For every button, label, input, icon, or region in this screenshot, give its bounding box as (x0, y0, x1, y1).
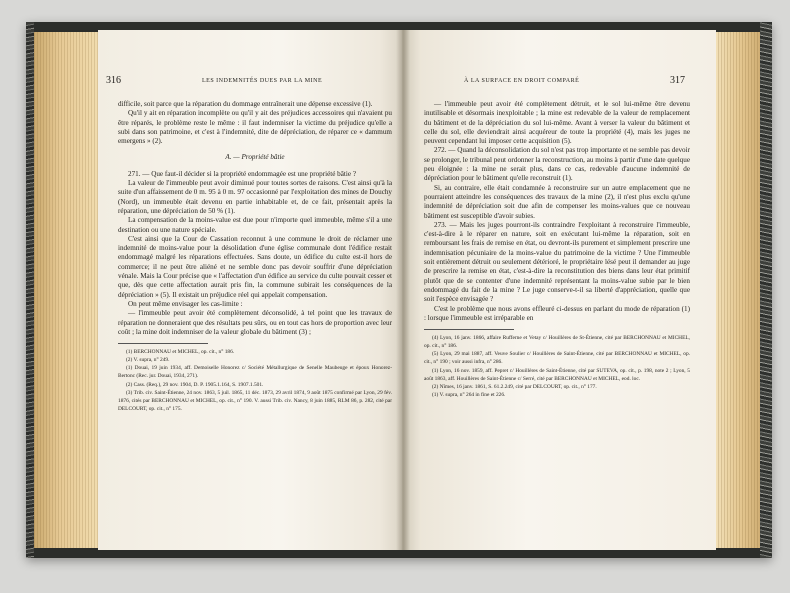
paragraph: La valeur de l'immeuble peut avoir diminué pour toutes sortes de raisons. C'est ainsi qu'à la suite d'un affaissement de 0 m. 95 à 0 m. 97 occasionné par l'exploitation des mines de Douchy (Nord), un immeuble était devenu en partie inhabitable et, de ce fait, présentait après la réparation, une dépréciation de 50 % (1). (118, 179, 392, 215)
paragraph: difficile, soit parce que la réparation du dommage entraînerait une dépense excessive (1). (118, 100, 373, 108)
body-text (118, 100, 392, 413)
footnote: (1) BERCHONNAU et MICHEL, op. cit., n° 186. (126, 349, 235, 356)
marbled-cover-edge-left (26, 22, 34, 558)
footnote: (4) Lyon, 16 janv. 1866, affaire Rufferne et Vetay c/ Houillères de St-Étienne, cité par BERCHONNAU et MICHEL, op. cit., n° 186. (424, 335, 690, 350)
paragraph: 272. — Quand la déconsolidation du sol n'est pas trop importante et ne semble pas devoir se prolonger, le tribunal peut ordonner la reconstruction, au moins à partir d'une date quelque peu éloignée : la mine ne serait plus, dans ce cas, redevable d'aucune indemnité de dépréciation pour le bâtiment qu'elle reconstruit (1). (424, 146, 690, 183)
footnotes (118, 348, 392, 413)
paragraph: 271. — Que faut-il décider si la propriété endommagée est une propriété bâtie ? (128, 169, 357, 178)
left-page (98, 30, 404, 550)
page-number: 317 (670, 75, 685, 86)
footnote: (1) Lyon, 16 nov. 1859, aff. Pepret c/ Houillères de Saint-Étienne, cité par SUTEVA, op. cit., p. 198, note 2 ; Lyon, 5 août 1863, aff. Houillères de Saint-Étienne c/ Serré, cité par BERCHONNAU et MICHEL, eod. loc. (424, 367, 690, 382)
book-gutter (396, 30, 410, 550)
footnote: (1) Douai, 19 juin 1934, aff. Demoiselle Honorez c/ Société Métallurgique de Senelle Maubeuge et époux Honorez-Bertonc (Rec. jur. Douai, 1934, 271). (118, 365, 392, 380)
footnote: (2) Cass. (Req.), 29 nov. 1904, D. P. 1905.1.164, S. 1907.1.501. (126, 381, 264, 388)
footnote: (3) Trib. civ. Saint-Étienne, 24 nov. 1863, 5 juil. 1865, 11 déc. 1873, 29 avril 1874, 9 août 1875 confirmé par Lyon, 29 fév. 1876, cités par BERCHONNAU et MICHEL, op. cit., n° 190. V. aussi Trib. civ. Nancy, 8 juin 1885, RLM 86, p. 282, cité par DELCOURT, op. cit., n° 175. (118, 389, 392, 412)
paragraph: La compensation de la moins-value est due pour n'importe quel immeuble, même s'il a une destination ou une nature spéciale. (118, 216, 392, 234)
section-heading: A. — Propriété bâtie (225, 153, 285, 162)
paragraph: Qu'il y ait en réparation incomplète ou qu'il y ait des préjudices accessoires qui n'avaient pu être réparés, le problème reste le même : il faut indemniser la victime du préjudice qu'elle a subi dans son patrimoine, et c'est à l'indemnité, dite de dépréciation, de réparer ce « dammum emergens » (2). (118, 109, 392, 146)
body-text (424, 100, 690, 399)
right-page (402, 30, 716, 550)
paragraph: — l'immeuble peut avoir été complètement déconsolidé, à tel point que les travaux de réparation ne donneraient que des résultats peu sûrs, ou en tout cas hors de proportion avec leur coût ; la mine doit indemniser de la valeur globale du bâtiment (3) ; (118, 309, 392, 336)
footnote: (2) V. supra, n° 249. (126, 357, 170, 364)
marbled-cover-edge-right (760, 22, 772, 558)
running-head: À LA SURFACE EN DROIT COMPARÉ (464, 78, 580, 84)
page-number: 316 (106, 75, 121, 86)
paragraph: Si, au contraire, elle était condamnée à reconstruire sur un autre emplacement que ne pourraient atteindre les conséquences des travaux de la mine (2), il n'est plus exclu qu'une indemnité de dépréciation soit due afin de compenser les moins-values que ce nouveau bâtiment est susceptible d'avoir subies. (424, 183, 690, 220)
running-head: LES INDEMNITÉS DUES PAR LA MINE (202, 78, 323, 84)
footnotes (424, 334, 690, 399)
footnote-rule (118, 343, 208, 344)
paragraph: 273. — Mais les juges pourront-ils contraindre l'exploitant à reconstruire l'immeuble, c'est-à-dire à le réparer en nature, soit en exécutant lui-même la réparation, soit en remboursant les frais de remise en état, ou devront-ils purement et simplement prescrire une indemnisation pécuniaire de la moins-value du patrimoine de la victime ? Une l'immeuble soit entièrement détruit ou seulement détérioré, le propriétaire lésé peut il demander au juge de prescrire la remise en état, c'est-à-dire la reconstitution des biens dans leur état primitif plutôt que de se contenter d'une indemnité représentant la moins-value subie par le bien endommagé du fait de la mine ? Le juge conserve-t-il sa liberté d'appréciation, quelle que soit l'espèce envisagée ? (424, 220, 690, 304)
page-edges-left (34, 32, 98, 548)
paragraph: — l'immeuble peut avoir été complètement détruit, et le sol lui-même être devenu inutilisable et désormais inexploitable ; la mine est redevable de la valeur de remplacement du bâtiment et de la dépréciation du sol lui-même. Avant à verser la valeur du bâtiment et celle du sol, elle deviendrait ainsi acquéreur de toute la propriété (4), mais les juges ne peuvent cependant lui imposer cette acquisition (5). (424, 100, 690, 146)
footnote: (2) Nîmes, 16 janv. 1861, S. 61.2.249, cité par DELCOURT, op. cit., n° 177. (432, 383, 597, 390)
paragraph: C'est le problème que nous avons effleuré ci-dessus en parlant du mode de réparation (1) : lorsque l'immeuble est irréparable en (424, 304, 690, 322)
footnote: (5) Lyon, 29 mai 1887, aff. Veuve Soulier c/ Houillères de Saint-Étienne, cité par BERCHONNAU et MICHEL, op. cit., n° 190 ; voir aussi infra, n° 286. (424, 351, 690, 366)
paragraph: On peut même envisager les cas-limite : (128, 299, 243, 308)
footnote-rule (424, 329, 514, 330)
paragraph: C'est ainsi que la Cour de Cassation reconnut à une commune le droit de réclamer une indemnité de moins-value pour la désolidation d'une église communale dont l'édifice restait endommagé malgré les réparations effectuées. Sans doute, un édifice du culte est-il hors de commerce; il ne peut être aliéné et ne semble donc pas devoir souffrir d'une dépréciation vénale. Mais la Cour précise que « l'affectation d'un édifice au service du culte pouvait cesser et que, dès que cette affectation aurait pris fin, la commune subirait les conséquences de la dépréciation » (5). Il existait un préjudice réel qui appelait compensation. (118, 234, 392, 299)
page-edges-right (715, 32, 760, 548)
footnote: (1) V. supra, n° 264 in fine et 226. (432, 391, 506, 398)
